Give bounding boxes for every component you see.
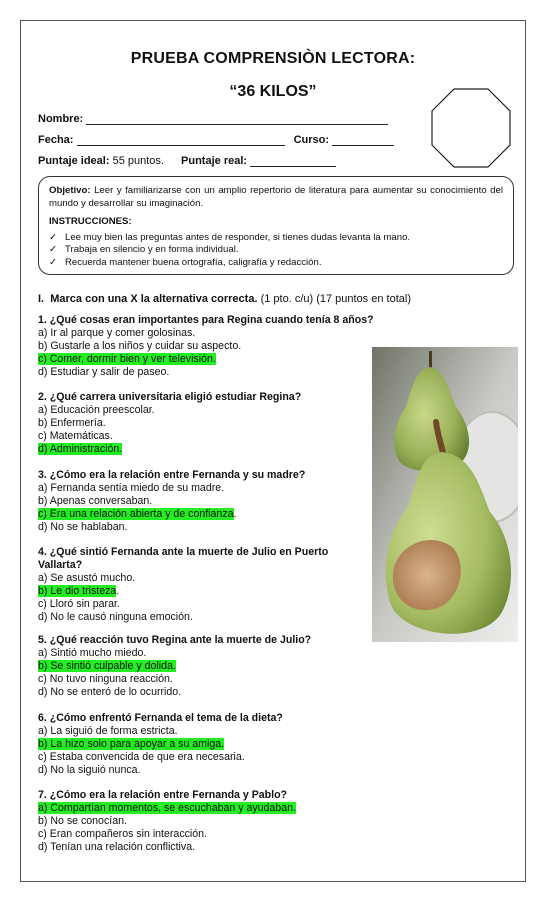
name-field[interactable]	[38, 113, 388, 125]
option-b[interactable]: b) Apenas conversaban.	[38, 494, 153, 507]
section-number: I.	[38, 293, 45, 305]
date-line[interactable]	[77, 135, 285, 146]
option-c[interactable]: c) Estaba convencida de que era necesaria.	[38, 750, 245, 763]
name-line[interactable]	[86, 114, 388, 125]
page-title: PRUEBA COMPRENSIÒN LECTORA:	[130, 50, 416, 67]
real-score-line[interactable]	[250, 156, 336, 167]
option-b[interactable]: b) Enfermería.	[38, 416, 106, 429]
question-1	[38, 314, 378, 379]
date-label: Fecha:	[38, 134, 74, 146]
question-text: 2. ¿Qué carrera universitaria eligió estudiar Regina?	[38, 391, 302, 403]
course-label: Curso:	[293, 134, 330, 146]
question-text: 7. ¿Cómo era la relación entre Fernanda y Pablo?	[38, 789, 288, 801]
question-3	[38, 469, 338, 534]
option-d[interactable]: d) No se enteró de lo ocurrido.	[38, 685, 182, 698]
option-d[interactable]: d) Tenían una relación conflictiva.	[38, 840, 196, 853]
objective-body: Leer y familiarizarse con un amplio repertorio de literatura para aumentar su conocimiento del mundo y desarrollar su imaginación.	[49, 185, 503, 209]
objective-text	[49, 185, 503, 210]
course-line[interactable]	[332, 135, 394, 146]
option-d[interactable]: d) Estudiar y salir de paseo.	[38, 365, 170, 378]
option-a[interactable]: a) Ir al parque y comer golosinas.	[38, 326, 196, 339]
instructions-list	[49, 232, 503, 270]
question-7	[38, 789, 338, 854]
question-text: 6. ¿Cómo enfrentó Fernanda el tema de la dieta?	[38, 712, 283, 724]
option-c[interactable]: c) Matemáticas.	[38, 429, 113, 442]
option-a[interactable]: a) Se asustó mucho.	[38, 571, 136, 584]
question-text: 4. ¿Qué sintió Fernanda ante la muerte de Julio en Puerto Vallarta?	[38, 546, 329, 571]
check-icon: ✓	[49, 256, 58, 268]
instruction-item: ✓ Recuerda mantener buena ortografía, caligrafía y redacción.	[49, 256, 322, 268]
real-score-label: Puntaje real:	[181, 155, 248, 167]
objective-box	[38, 176, 514, 275]
section-title: Marca con una X la alternativa correcta.	[50, 293, 258, 305]
objective-label: Objetivo:	[49, 185, 91, 196]
instruction-item: ✓ Trabaja en silencio y en forma individual.	[49, 244, 239, 255]
option-c[interactable]: c) Comer, dormir bien y ver televisión.	[38, 352, 216, 365]
option-a[interactable]: a) La siguió de forma estricta.	[38, 724, 178, 737]
option-b[interactable]: b) Gustarle a los niños y cuidar su aspecto.	[38, 339, 242, 352]
option-d[interactable]: d) No se hablaban.	[38, 520, 128, 533]
page-subtitle: “36 KILOS”	[229, 83, 317, 100]
option-b[interactable]: b) No se conocían.	[38, 814, 127, 827]
section-note: (1 pto. c/u) (17 puntos en total)	[257, 293, 411, 305]
option-c[interactable]: c) Era una relación abierta y de confianza.	[38, 507, 237, 520]
question-4	[38, 546, 348, 623]
option-b[interactable]: b) Le dio tristeza.	[38, 584, 120, 597]
check-icon: ✓	[49, 244, 58, 255]
ideal-score-value: 55 puntos.	[112, 155, 164, 167]
option-a[interactable]: a) Fernanda sentía miedo de su madre.	[38, 481, 225, 494]
question-text: 5. ¿Qué reacción tuvo Regina ante la muerte de Julio?	[38, 634, 312, 646]
option-a[interactable]: a) Compartían momentos, se escuchaban y ayudaban.	[38, 801, 296, 814]
option-d[interactable]: d) No la siguió nunca.	[38, 763, 141, 776]
option-a[interactable]: a) Educación preescolar.	[38, 403, 155, 416]
question-5	[38, 634, 338, 699]
question-6	[38, 712, 338, 777]
option-d[interactable]: d) No le causó ninguna emoción.	[38, 610, 193, 623]
instructions-title: INSTRUCCIONES:	[49, 216, 132, 227]
section-heading	[38, 293, 411, 305]
date-field[interactable]	[38, 134, 394, 146]
option-a[interactable]: a) Sintió mucho miedo.	[38, 646, 147, 659]
question-2	[38, 391, 338, 456]
name-label: Nombre:	[38, 113, 84, 125]
check-icon: ✓	[49, 231, 58, 243]
instruction-item: ✓ Lee muy bien las preguntas antes de responder, si tienes dudas levanta la mano.	[49, 231, 411, 243]
option-c[interactable]: c) Eran compañeros sin interacción.	[38, 827, 207, 840]
question-text: 3. ¿Cómo era la relación entre Fernanda y su madre?	[38, 469, 306, 481]
option-c[interactable]: c) No tuvo ninguna reacción.	[38, 672, 173, 685]
option-c[interactable]: c) Lloró sin parar.	[38, 597, 120, 610]
option-d[interactable]: d) Administración.	[38, 442, 123, 455]
score-octagon-icon	[430, 87, 512, 169]
option-b[interactable]: b) La hizo solo para apoyar a su amiga.	[38, 737, 225, 750]
option-b[interactable]: b) Se sintió culpable y dolida.	[38, 659, 176, 672]
question-text: 1. ¿Qué cosas eran importantes para Regina cuando tenía 8 años?	[38, 314, 374, 326]
ideal-score-label: Puntaje ideal:	[38, 155, 110, 167]
pear-photo-icon	[372, 347, 518, 642]
score-field	[38, 155, 336, 167]
